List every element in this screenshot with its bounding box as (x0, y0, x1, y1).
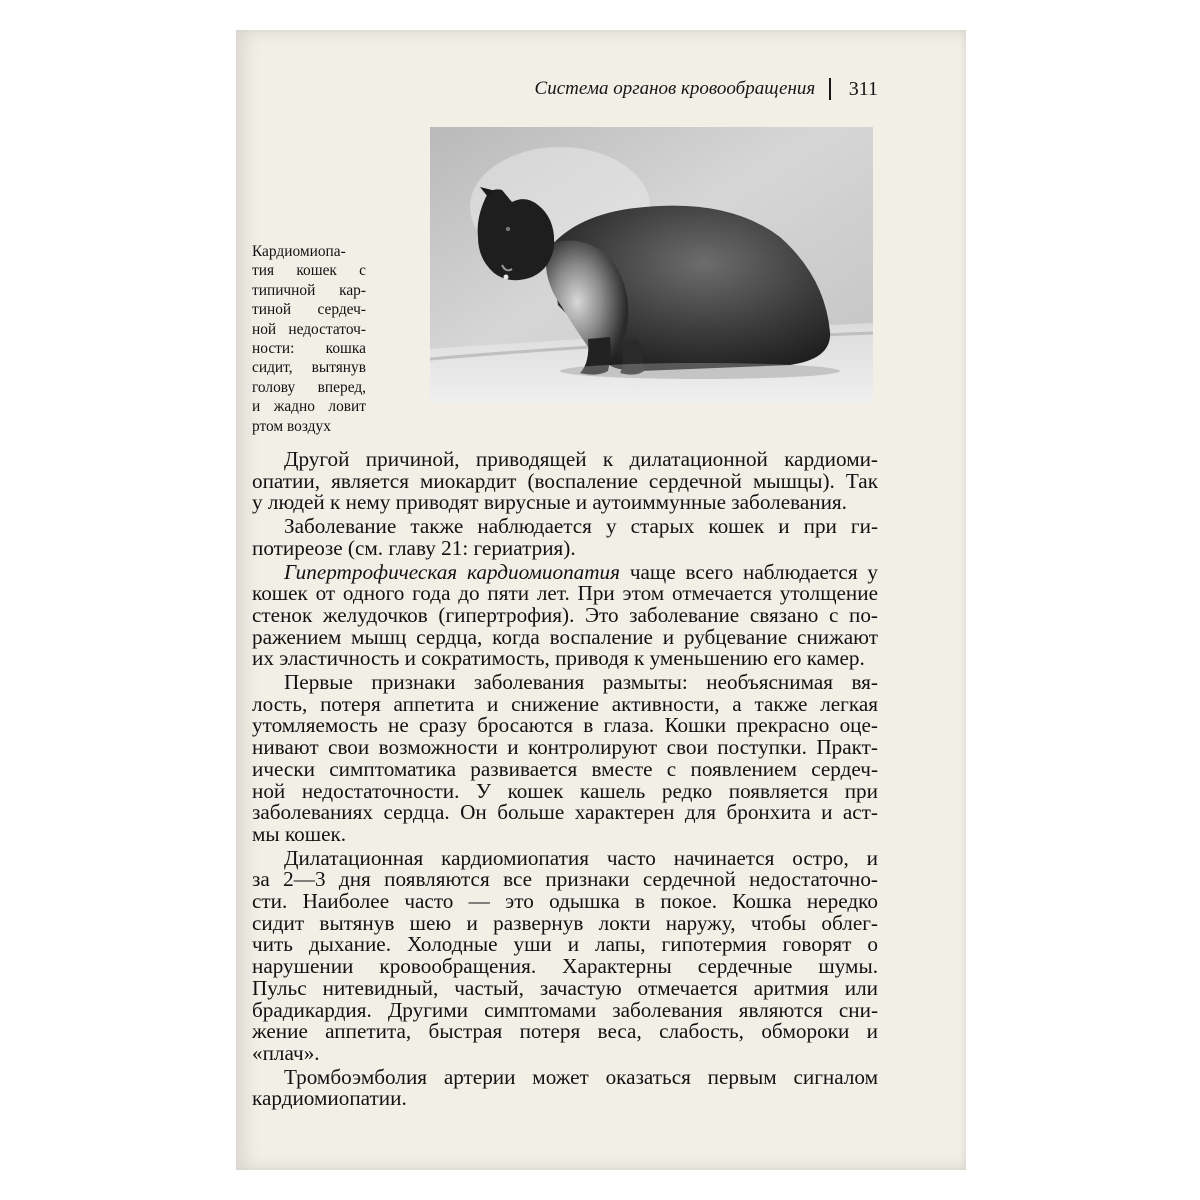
text-line: за 2—3 дня появляются все признаки сердечной недостаточно- (252, 867, 878, 892)
text-line: сти. Наиболее часто — это одышка в покое. Кошка нередко (252, 889, 878, 914)
text-line: ражением мышц сердца, когда воспаление и рубцевание снижают (252, 624, 878, 649)
text-line: Заболевание также наблюдается у старых кошек и при ги- (284, 514, 878, 539)
text-line: мы кошек. (252, 821, 347, 846)
text-line: кошек от одного года до пяти лет. При этом отмечается утолщение (252, 581, 878, 606)
text-line: брадикардия. Другими симптомами заболевания являются сни- (252, 997, 878, 1022)
text-fragment: чаще всего наблюдается у (620, 559, 879, 584)
text-line: «плач». (252, 1040, 320, 1065)
caption-line: сидит, вытянув (252, 359, 366, 377)
text-line: ически симптоматика развивается вместе с появлением сердеч- (252, 756, 878, 781)
paragraph (252, 516, 878, 559)
caption-line: голову вперед, (252, 378, 366, 396)
text-line: чить дыхание. Холодные уши и лапы, гипотермия говорят о (252, 932, 878, 957)
caption-line: тия кошек с (252, 262, 366, 280)
paragraph (252, 1064, 878, 1111)
caption-line: ности: кошка (252, 340, 366, 358)
page-number: 311 (848, 77, 878, 100)
caption-line: ртом воздух (252, 417, 331, 435)
header-separator (829, 78, 831, 100)
text-line: заболеваниях сердца. Он больше характерен для бронхита и аст- (252, 800, 878, 825)
paragraph (252, 559, 879, 671)
text-line: Тромбоэмболия артерии может оказаться первым сигналом (284, 1064, 878, 1089)
paragraph (252, 672, 878, 846)
text-line: Первые признаки заболевания размыты: необъяснимая вя- (284, 670, 878, 695)
text-line (252, 559, 879, 584)
text-line: Другой причиной, приводящей к дилатационной кардиоми- (284, 447, 878, 471)
cat-photo (430, 127, 873, 404)
text-line: лость, потеря аппетита и снижение активности, а также легкая (252, 691, 878, 716)
italic-term: Гипертрофическая кардиомиопатия (284, 559, 621, 584)
text-line: их эластичность и сократимость, приводя к уменьшению его камер. (252, 646, 865, 671)
text-line: утомляемость не сразу бросаются в глаза. Кошки прекрасно оце- (252, 713, 878, 738)
paragraph (252, 845, 878, 1065)
text-line: потиреозе (см. главу 21: гериатрия). (252, 535, 576, 560)
text-line: Пульс нитевидный, частый, зачастую отмечается аритмия или (252, 975, 878, 1000)
caption-line: типичной кар- (252, 281, 366, 299)
running-header-title: Система органов кровообращения (534, 78, 816, 99)
text-line: жение аппетита, быстрая потеря веса, слабость, обмороки и (252, 1019, 878, 1044)
text-line: ной недостаточности. У кошек кашель редко появляется при (252, 778, 878, 803)
body-text (252, 449, 878, 1110)
text-line: нивают свои возможности и контролируют свои поступки. Практ- (252, 735, 878, 760)
text-line: у людей к нему приводят вирусные и аутоиммунные заболевания. (252, 490, 847, 515)
text-line: опатии, является миокардит (воспаление сердечной мышцы). Так (252, 468, 878, 493)
cat-photo-illustration (430, 127, 873, 404)
text-line: нарушении кровообращения. Характерны сердечные шумы. (252, 954, 878, 979)
caption-line: и жадно ловит (252, 398, 366, 416)
text-line: сидит вытянув шею и развернув локти наружу, чтобы облег- (252, 910, 878, 935)
caption-line: Кардиомиопа- (252, 243, 346, 260)
running-header (508, 74, 878, 104)
caption-line: ной недостаточ- (252, 320, 366, 338)
paragraph (252, 449, 878, 514)
caption-line: тиной сердеч- (252, 301, 366, 319)
figure-caption (252, 242, 366, 436)
text-line: стенок желудочков (гипертрофия). Это заболевание связано с по- (252, 602, 878, 627)
bleed-through-text (262, 130, 432, 240)
text-line: Дилатационная кардиомиопатия часто начинается остро, и (284, 845, 878, 870)
text-line: кардиомиопатии. (252, 1086, 407, 1111)
